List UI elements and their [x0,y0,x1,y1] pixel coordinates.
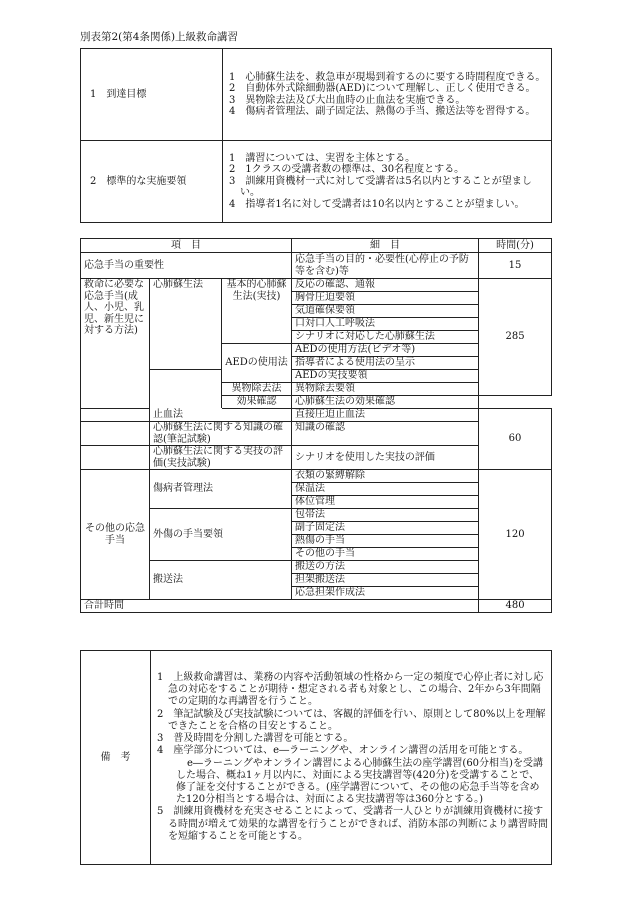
trauma-detail: 熱傷の手当 [292,535,479,548]
effect-detail: 心肺蘇生法の効果確認 [292,396,479,409]
importance-detail: 応急手当の目的・必要性(心停止の予防等を含む)等 [292,253,479,279]
knowledge-detail: 知識の確認 [292,422,479,446]
basic-detail: 胸骨圧迫要領 [292,292,479,305]
remark-3: 3 普及時間を分割した講習を可能とする。 [157,733,354,745]
basic-detail: 気道確保要領 [292,305,479,318]
trauma-detail: 包帯法 [292,509,479,522]
other-label: その他の応急手当 [81,470,150,600]
remarks-table [80,650,552,865]
importance-time: 15 [479,253,552,279]
patient-detail: 体位管理 [292,496,479,509]
remark-2: 2 筆記試験及び実技試験については、客観的評価を行い、原則として80%以上を理解できたことを合格の目安とすること。 [157,708,546,732]
hemostasis-detail: 直接圧迫止血法 [292,409,479,422]
standards-label: 2 標準的な実施要領 [81,141,223,223]
document-title: 別表第2(第4条関係)上級救命講習 [80,31,239,43]
knowledge-label: 心肺蘇生法に関する知識の確認(筆記試験) [150,422,292,446]
curriculum-table [80,238,552,613]
basic-detail: シナリオに対応した心肺蘇生法 [292,331,479,344]
transport-detail: 応急担架作成法 [292,587,479,600]
skill-label: 心肺蘇生法に関する実技の評価(実技試験) [150,446,292,470]
trauma-label: 外傷の手当要領 [150,509,292,561]
trauma-detail: その他の手当 [292,548,479,561]
header-item: 項 目 [81,239,292,253]
patient-detail: 衣類の緊縛解除 [292,470,479,483]
importance-item: 応急手当の重要性 [81,253,292,279]
patient-label: 傷病者管理法 [150,470,292,509]
cpr-label: 心肺蘇生法 [150,279,222,370]
remark-1: 1 上級救命講習は、業務の内容や活動領域の性格から一定の頻度で心停止者に対し応急の対応をすることが期待・想定される者も対象とし、この場合、2年から3年間隔での定期的な再講習を行うこと。 [157,672,544,708]
skill-detail: シナリオを使用した実技の評価 [292,446,479,470]
remark-4: 4 座学部分については、e―ラーニングや、オンライン講習の活用を可能とする。 [157,745,529,757]
standards-items: 1 講習については、実習を主体とする。 2 1クラスの受講者数の標準は、30名程度とする。 3 訓練用資機材一式に対して受講者は5名以内とすることが望ましい。 4 指導者1名に対して受講者は10名以内とすることが望ましい。 [223,141,552,223]
foreign-label: 異物除去法 [222,383,292,396]
overview-table [80,48,552,223]
aed-detail: AEDの実技要領 [292,370,479,383]
patient-detail: 保温法 [292,483,479,496]
total-time: 480 [479,600,552,613]
aed-detail: AEDの使用方法(ビデオ等) [292,344,479,357]
lifesaving-cont [81,446,150,470]
trauma-detail: 副子固定法 [292,522,479,535]
other-time: 120 [479,470,552,600]
transport-detail: 担架搬送法 [292,574,479,587]
transport-label: 搬送法 [150,561,292,600]
foreign-detail: 異物除去要領 [292,383,479,396]
basic-detail: 口対口人工呼吸法 [292,318,479,331]
aed-detail: 指導者による使用法の呈示 [292,357,479,370]
total-label: 合計時間 [81,600,479,613]
lifesaving-cont [81,422,150,446]
remark-5: 5 訓練用資機材を充実させることによって、受講者一人ひとりが訓練用資機材に接する時間が増えて効果的な講習を行うことができれば、消防本部の判断により講習時間を短縮することを可能とする。 [157,806,548,842]
exam-time: 60 [479,409,552,470]
header-time: 時間(分) [479,239,552,253]
lifesaving-label: 救命に必要な応急手当(成人、小児、乳児、新生児に対する方法) [81,279,150,409]
basic-cpr-label: 基本的心肺蘇生法(実技) [222,279,292,344]
effect-label: 効果確認 [222,396,292,409]
remarks-label: 備 考 [81,651,151,865]
remarks-body [151,651,552,865]
remark-4-detail: e―ラーニングやオンライン講習による心肺蘇生法の座学講習(60分相当)を受講した場合、概ね1ヶ月以内に、対面による実技講習等(420分)を受講することで、修了証を交付することができる。(座学講習について、その他の応急手当等を含めた120分相当とする場合は、対面による実技講習等は360分とする。) [176,757,543,806]
aed-label: AEDの使用法 [222,344,292,383]
hemostasis-label: 止血法 [150,409,292,422]
cpr-spacer [150,370,222,409]
transport-detail: 搬送の方法 [292,561,479,574]
basic-detail: 反応の確認、通報 [292,279,479,292]
header-detail: 細 目 [292,239,479,253]
goals-items: 1 心肺蘇生法を、救急車が現場到着するのに要する時間程度できる。 2 自動体外式除細動器(AED)について理解し、正しく使用できる。 3 異物除去法及び大出血時の止血法を実施できる。 4 傷病者管理法、副子固定法、熱傷の手当、搬送法等を習得する。 [223,49,552,141]
lifesaving-time: 285 [479,279,552,396]
goals-label: 1 到達目標 [81,49,223,141]
lifesaving-cont [81,409,150,422]
